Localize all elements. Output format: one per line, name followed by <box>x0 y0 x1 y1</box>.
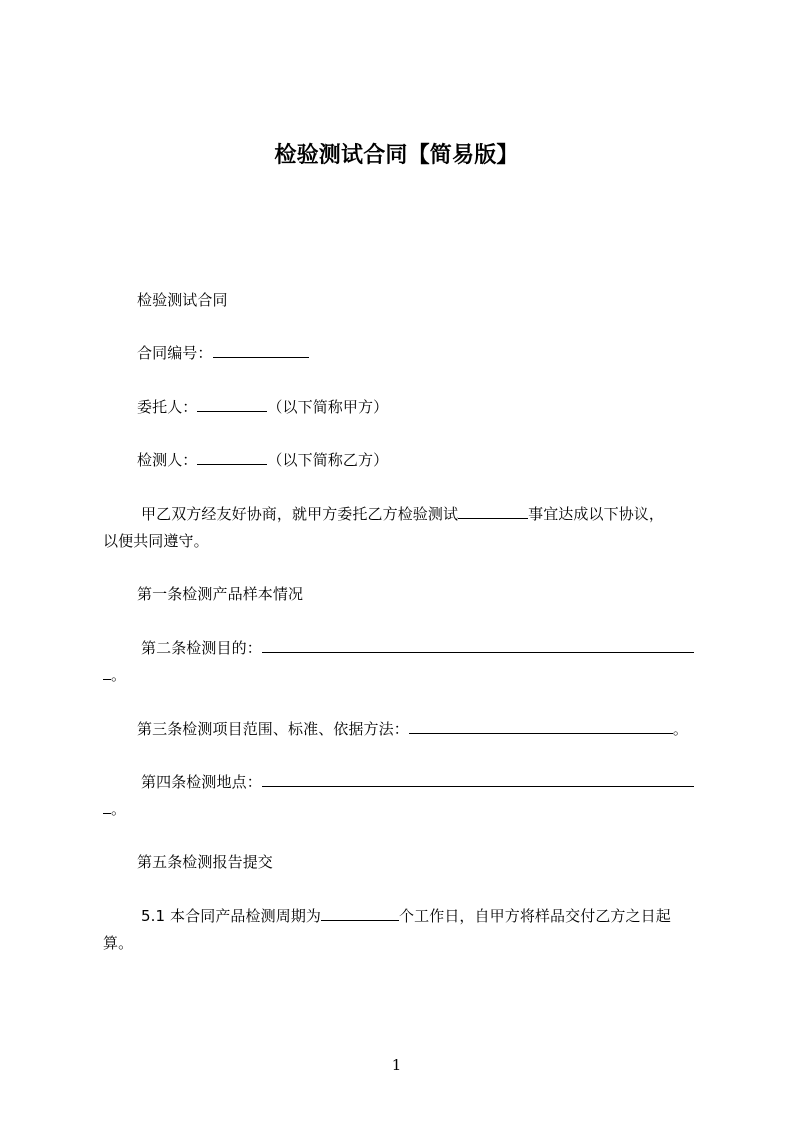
intro-paragraph-line2: 以便共同遵守。 <box>103 532 209 550</box>
article-3-period: 。 <box>672 720 688 738</box>
client-suffix: （以下简称甲方） <box>267 398 389 416</box>
intro-blank <box>458 504 528 519</box>
client-line <box>137 396 388 418</box>
clause-5-1-line1 <box>141 905 671 927</box>
client-label: 委托人： <box>137 398 198 416</box>
tester-label: 检测人： <box>137 451 198 469</box>
article-5-heading: 第五条检测报告提交 <box>137 853 273 871</box>
article-4-blank-continued <box>103 799 111 814</box>
clause-5-1-line2: 算。 <box>103 934 134 952</box>
page-number: 1 <box>391 1056 402 1074</box>
article-2-blank-continued <box>103 665 111 680</box>
article-4-line1 <box>141 771 694 793</box>
article-3-blank <box>409 719 673 734</box>
article-3-label: 第三条检测项目范围、标准、依据方法： <box>137 720 409 738</box>
clause-5-1-blank <box>321 906 399 921</box>
article-2-line1 <box>141 637 694 659</box>
intro-text-part2: 事宜达成以下协议， <box>528 505 665 523</box>
clause-5-1-part1: 5.1 本合同产品检测周期为 <box>141 907 322 925</box>
article-3-line <box>137 718 688 740</box>
tester-suffix: （以下简称乙方） <box>267 451 389 469</box>
article-2-line2 <box>103 664 126 686</box>
document-title: 检验测试合同【简易版】 <box>274 143 519 168</box>
article-2-blank <box>262 638 694 653</box>
contract-number-line <box>137 342 309 364</box>
article-4-period: 。 <box>111 800 127 818</box>
intro-text-part1: 甲乙双方经友好协商，就甲方委托乙方检验测试 <box>141 505 459 523</box>
tester-blank <box>197 450 267 465</box>
contract-number-blank <box>213 343 309 358</box>
intro-paragraph-line1 <box>141 503 664 525</box>
article-4-blank <box>262 772 694 787</box>
article-2-period: 。 <box>111 666 127 684</box>
contract-number-label: 合同编号： <box>137 344 213 362</box>
contract-heading: 检验测试合同 <box>137 291 228 309</box>
client-blank <box>197 397 267 412</box>
clause-5-1-part2: 个工作日，自甲方将样品交付乙方之日起 <box>399 907 671 925</box>
article-1-heading: 第一条检测产品样本情况 <box>137 585 304 603</box>
tester-line <box>137 449 388 471</box>
article-2-label: 第二条检测目的： <box>141 639 262 657</box>
article-4-line2 <box>103 798 126 820</box>
article-4-label: 第四条检测地点： <box>141 773 262 791</box>
